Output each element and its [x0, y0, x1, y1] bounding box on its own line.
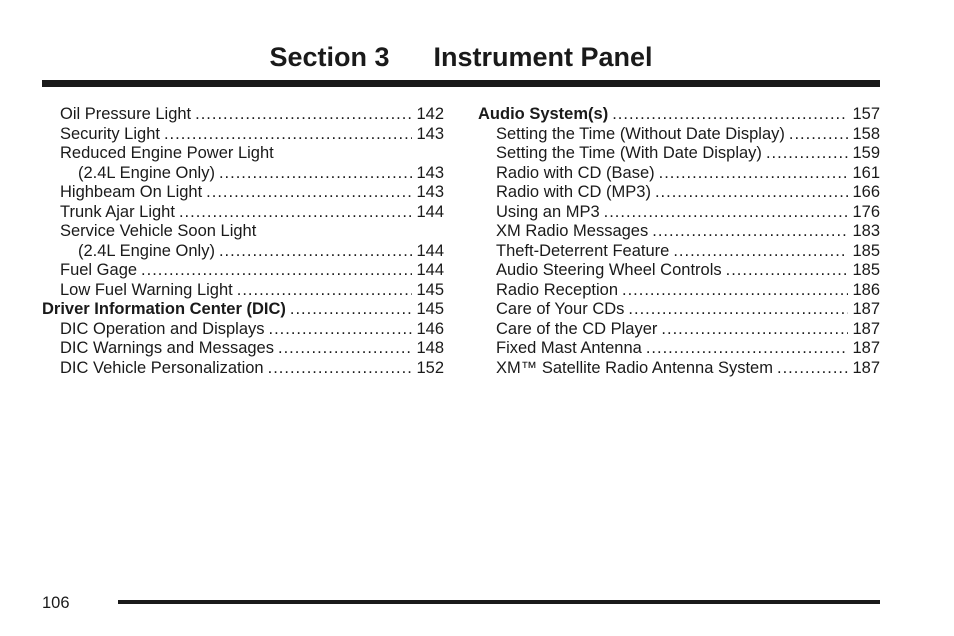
toc-entry-page: 187: [852, 300, 880, 318]
toc-entry[interactable]: [478, 222, 880, 242]
toc-entry-heading: Service Vehicle Soon Light: [60, 222, 257, 240]
leader-dots: [628, 300, 848, 320]
leader-dots: [766, 144, 849, 164]
toc-entry-page: 157: [852, 105, 880, 123]
leader-dots: [179, 203, 413, 223]
toc-entry-page: 145: [416, 300, 444, 318]
toc-entry-page: 161: [852, 163, 880, 182]
toc-entry-label: XM™ Satellite Radio Antenna System: [496, 358, 773, 377]
toc-entry-page: 187: [852, 339, 880, 357]
toc-entry-label: Theft-Deterrent Feature: [496, 241, 670, 260]
toc-entry-label: Audio Steering Wheel Controls: [496, 261, 722, 279]
toc-entry-label: Audio System(s): [478, 105, 609, 123]
section-label: Section 3: [269, 42, 390, 72]
toc-entry-page: 142: [416, 105, 444, 123]
toc-entry[interactable]: [478, 164, 880, 184]
toc-entry[interactable]: [478, 242, 880, 262]
leader-dots: [141, 261, 412, 281]
toc-entry-page: 186: [852, 280, 880, 299]
toc-entry-page: 187: [852, 358, 880, 377]
leader-dots: [290, 300, 413, 320]
toc-entry[interactable]: [42, 125, 444, 145]
toc-entry-label: Low Fuel Warning Light: [60, 280, 233, 299]
toc-entry-label: Highbeam On Light: [60, 183, 203, 201]
toc-entry[interactable]: [42, 164, 444, 184]
leader-dots: [652, 222, 848, 242]
section-title: [42, 42, 880, 73]
toc-entry-label: Setting the Time (With Date Display): [496, 144, 762, 162]
toc-entry-label: DIC Vehicle Personalization: [60, 358, 264, 377]
leader-dots: [789, 125, 849, 145]
toc-entry-label: Fixed Mast Antenna: [496, 339, 642, 357]
toc-entry[interactable]: [42, 203, 444, 223]
toc-entry-page: 144: [416, 241, 444, 260]
leader-dots: [612, 105, 848, 125]
section-name: Instrument Panel: [433, 42, 653, 72]
toc-entry[interactable]: [478, 144, 880, 164]
toc-entry-label: Trunk Ajar Light: [60, 202, 175, 221]
header-rule: [42, 80, 880, 87]
leader-dots: [655, 183, 849, 203]
leader-dots: [237, 281, 413, 301]
toc-entry-label: DIC Warnings and Messages: [60, 339, 274, 357]
toc-entry-label: DIC Operation and Displays: [60, 319, 265, 338]
toc-entry[interactable]: [42, 300, 444, 320]
leader-dots: [219, 164, 413, 184]
toc-entry-label: Radio with CD (Base): [496, 163, 655, 182]
toc-entry-label: (2.4L Engine Only): [78, 163, 215, 182]
toc-entry-page: 143: [416, 124, 444, 143]
toc-entry[interactable]: [478, 320, 880, 340]
toc-entry-page: 152: [416, 358, 444, 377]
toc-entry-page: 146: [416, 319, 444, 338]
toc-left-column: [42, 105, 444, 378]
page-number: 106: [42, 594, 70, 612]
toc-entry-page: 185: [852, 241, 880, 260]
toc-entry-page: 158: [852, 124, 880, 143]
toc-entry[interactable]: [478, 203, 880, 223]
toc-entry[interactable]: [42, 261, 444, 281]
toc-entry[interactable]: [478, 300, 880, 320]
leader-dots: [269, 320, 413, 340]
toc-entry-page: 144: [416, 202, 444, 221]
toc-entry[interactable]: [42, 183, 444, 203]
toc-entry[interactable]: [478, 105, 880, 125]
toc-right-column: [478, 105, 880, 378]
toc-entry[interactable]: [42, 105, 444, 125]
toc-entry-label: Driver Information Center (DIC): [42, 300, 286, 318]
toc-entry-page: 143: [416, 163, 444, 182]
leader-dots: [268, 359, 413, 379]
toc-entry-label: (2.4L Engine Only): [78, 241, 215, 260]
toc-entry[interactable]: [42, 320, 444, 340]
toc-entry-page: 145: [416, 280, 444, 299]
leader-dots: [219, 242, 413, 262]
toc-entry[interactable]: [42, 339, 444, 359]
leader-dots: [661, 320, 848, 340]
toc-entry-page: 144: [416, 261, 444, 279]
toc-entry-label: Oil Pressure Light: [60, 105, 192, 123]
toc-entry-page: 166: [852, 183, 880, 201]
leader-dots: [646, 339, 849, 359]
leader-dots: [206, 183, 412, 203]
toc-entry-page: 185: [852, 261, 880, 279]
toc-entry-label: Care of Your CDs: [496, 300, 625, 318]
toc-entry-page: 159: [852, 144, 880, 162]
toc-entry[interactable]: [42, 359, 444, 379]
toc-entry-label: Security Light: [60, 124, 160, 143]
toc-entry[interactable]: [478, 281, 880, 301]
toc-entry[interactable]: [478, 183, 880, 203]
toc-entry-page: 143: [416, 183, 444, 201]
leader-dots: [622, 281, 848, 301]
toc-entry-label: Using an MP3: [496, 202, 600, 221]
toc-entry-label: Radio Reception: [496, 280, 618, 299]
leader-dots: [278, 339, 412, 359]
footer-rule: [118, 600, 880, 604]
toc-entry[interactable]: [478, 261, 880, 281]
toc-entry-label: Care of the CD Player: [496, 319, 658, 338]
leader-dots: [659, 164, 849, 184]
toc-entry-label: Radio with CD (MP3): [496, 183, 651, 201]
toc-entry[interactable]: [478, 339, 880, 359]
leader-dots: [673, 242, 848, 262]
toc-entry[interactable]: [478, 359, 880, 379]
toc-entry-label: Setting the Time (Without Date Display): [496, 124, 785, 143]
leader-dots: [726, 261, 849, 281]
toc-entry-heading: Reduced Engine Power Light: [60, 144, 274, 162]
toc-entry[interactable]: [478, 125, 880, 145]
toc-entry[interactable]: [42, 242, 444, 262]
toc-entry-page: 183: [852, 222, 880, 240]
toc-entry-label: Fuel Gage: [60, 261, 138, 279]
leader-dots: [604, 203, 849, 223]
leader-dots: [195, 105, 412, 125]
leader-dots: [164, 125, 413, 145]
toc-entry-page: 176: [852, 202, 880, 221]
toc-entry[interactable]: [42, 281, 444, 301]
toc-entry-page: 148: [416, 339, 444, 357]
toc-entry-label: XM Radio Messages: [496, 222, 649, 240]
leader-dots: [777, 359, 848, 379]
toc-entry-page: 187: [852, 319, 880, 338]
